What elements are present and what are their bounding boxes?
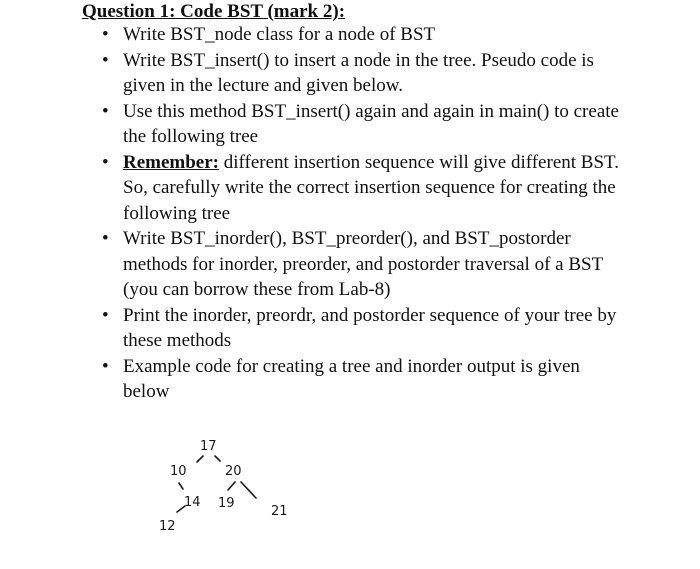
bullet-text: Print the inorder, preordr, and postorder sequence of your tree by these methods — [123, 304, 617, 351]
bullet-text: Write BST_insert() to insert a node in the tree. Pseudo code is given in the lecture and given below. — [123, 49, 594, 96]
bullet-text: Use this method BST_insert() again and again in main() to create the following tree — [123, 100, 619, 147]
bullet-icon: • — [102, 355, 109, 377]
bullet-icon: • — [102, 49, 109, 71]
tree-node-right: 20 — [225, 464, 242, 479]
list-item — [102, 48, 627, 99]
bullet-icon: • — [102, 100, 109, 122]
tree-node-left: 10 — [170, 464, 187, 479]
list-item — [102, 226, 627, 303]
list-item — [102, 22, 627, 48]
bullet-text: Write BST_node class for a node of BST — [123, 24, 436, 45]
bullet-text: Example code for creating a tree and inorder output is given below — [123, 355, 580, 402]
tree-node-right-right: 21 — [271, 504, 288, 519]
bullet-icon: • — [102, 151, 109, 173]
remember-label: Remember: — [123, 151, 220, 173]
tree-node-left-right-left: 12 — [159, 519, 176, 534]
tree-node-root: 17 — [200, 439, 217, 454]
list-item — [102, 303, 627, 354]
tree-node-left-right: 14 — [184, 495, 201, 510]
question-heading: Question 1: Code BST (mark 2): — [82, 1, 346, 22]
tree-edge — [197, 456, 203, 462]
tree-node-right-left: 19 — [218, 496, 235, 511]
tree-edge — [179, 483, 183, 489]
requirements-list — [102, 22, 627, 405]
bst-diagram — [140, 432, 310, 542]
list-item — [102, 150, 627, 227]
tree-edge — [241, 482, 256, 498]
bullet-text: different insertion sequence will give different BST. So, carefully write the correct insertion sequence for creating the following tree — [123, 151, 619, 224]
list-item — [102, 354, 627, 405]
bullet-icon: • — [102, 304, 109, 326]
tree-edge — [228, 482, 235, 490]
list-item — [102, 99, 627, 150]
bullet-icon: • — [102, 24, 109, 45]
bullet-icon: • — [102, 228, 109, 249]
bullet-text: Write BST_inorder(), BST_preorder(), and BST_postorder methods for inorder, preorder, and postorder traversal of a BST (you can borrow these from Lab-8) — [123, 228, 603, 300]
tree-edge — [215, 456, 220, 461]
